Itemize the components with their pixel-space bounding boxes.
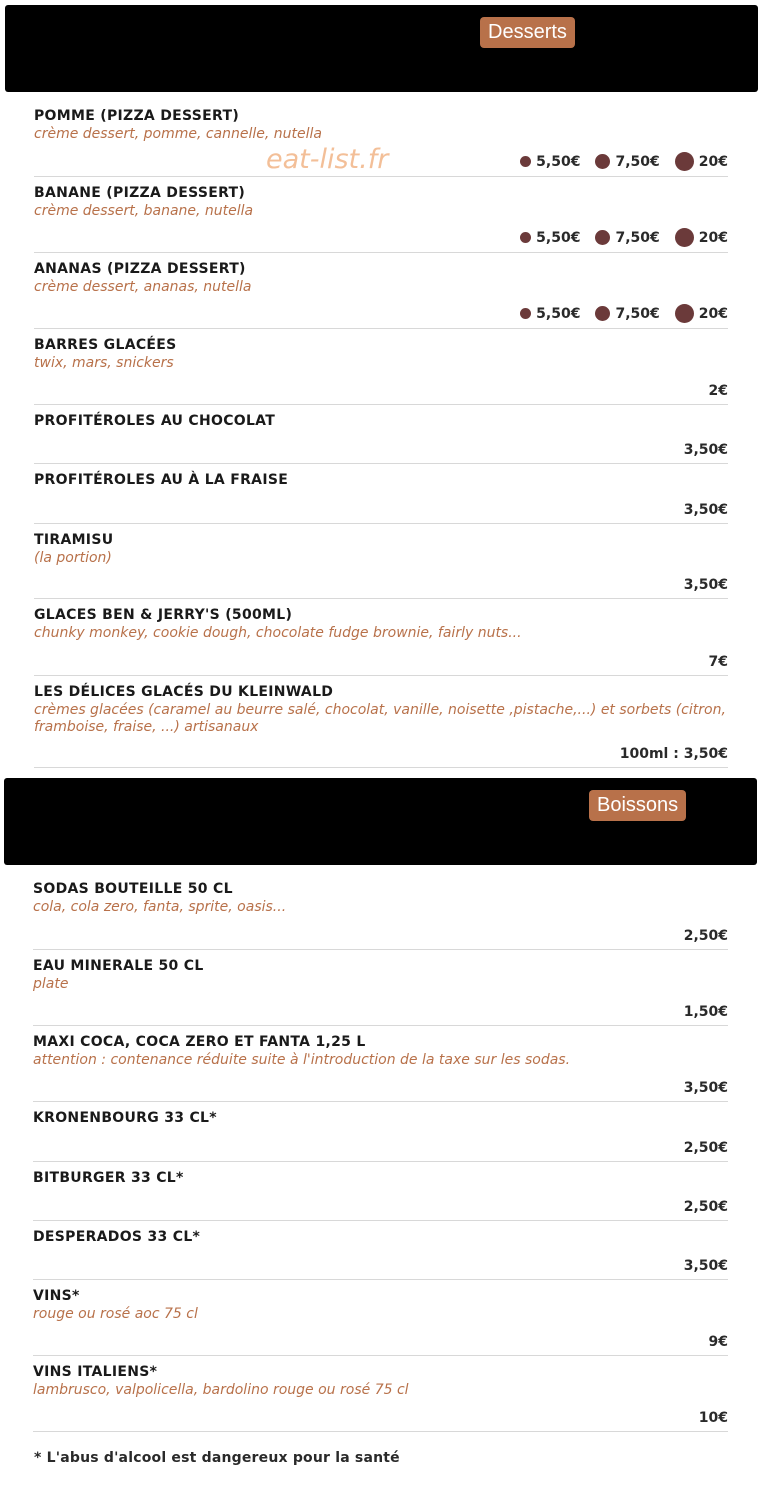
item-price: 1,50€ — [683, 1004, 728, 1020]
price-large: 20€ — [698, 153, 728, 170]
boissons-header — [4, 778, 757, 865]
item-name: DESPERADOS 33 CL* — [33, 1229, 201, 1245]
item-name: ANANAS (PIZZA DESSERT) — [34, 261, 246, 277]
item-description: crème dessert, ananas, nutella — [34, 279, 252, 295]
item-name: BITBURGER 33 CL* — [33, 1170, 184, 1186]
item-price: 7€ — [708, 654, 728, 670]
menu-item — [33, 1026, 728, 1102]
menu-item — [34, 599, 728, 676]
menu-item — [34, 177, 728, 253]
item-name: BANANE (PIZZA DESSERT) — [34, 185, 246, 201]
price-medium: 7,50€ — [615, 305, 660, 322]
price-small: 5,50€ — [536, 305, 581, 322]
medium-size-icon — [595, 154, 610, 169]
price-small: 5,50€ — [536, 153, 581, 170]
item-name: MAXI COCA, COCA ZERO ET FANTA 1,25 L — [33, 1034, 366, 1050]
large-size-icon — [675, 152, 694, 171]
price-large: 20€ — [698, 229, 728, 246]
item-price: 3,50€ — [683, 1258, 728, 1274]
price-large: 20€ — [698, 305, 728, 322]
item-name: KRONENBOURG 33 CL* — [33, 1110, 217, 1126]
item-price: 9€ — [708, 1334, 728, 1350]
item-description: crème dessert, pomme, cannelle, nutella — [34, 126, 322, 142]
item-description: crèmes glacées (caramel au beurre salé, chocolat, vanille, noisette ,pistache,...) et sorbets (citron, framboise, fraise, ...) artisanaux — [34, 702, 726, 735]
watermark-text: eat-list.fr — [266, 144, 389, 175]
item-price: 2,50€ — [683, 1140, 728, 1156]
item-price: 2€ — [708, 383, 728, 399]
item-description: attention : contenance réduite suite à l'introduction de la taxe sur les sodas. — [33, 1052, 571, 1068]
item-name: VINS ITALIENS* — [33, 1364, 158, 1380]
boissons-list — [33, 873, 728, 1432]
item-description: lambrusco, valpolicella, bardolino rouge ou rosé 75 cl — [33, 1382, 409, 1398]
boissons-title: Boissons — [589, 790, 686, 821]
item-description: crème dessert, banane, nutella — [34, 203, 254, 219]
item-price: 3,50€ — [683, 1080, 728, 1096]
menu-item — [33, 1356, 728, 1432]
item-size-prices — [505, 228, 728, 247]
menu-item — [33, 1102, 728, 1162]
item-description: (la portion) — [34, 550, 112, 566]
item-name: BARRES GLACÉES — [34, 337, 177, 353]
small-size-icon — [520, 156, 531, 167]
desserts-title: Desserts — [480, 17, 575, 48]
item-price: 3,50€ — [683, 502, 728, 518]
menu-item — [34, 253, 728, 329]
small-size-icon — [520, 308, 531, 319]
item-description: rouge ou rosé aoc 75 cl — [33, 1306, 198, 1322]
item-description: cola, cola zero, fanta, sprite, oasis... — [33, 899, 287, 915]
item-price: 3,50€ — [683, 442, 728, 458]
item-description: chunky monkey, cookie dough, chocolate fudge brownie, fairly nuts... — [34, 625, 522, 641]
item-name: SODAS BOUTEILLE 50 CL — [33, 881, 233, 897]
item-price: 3,50€ — [683, 577, 728, 593]
alcohol-warning: * L'abus d'alcool est dangereux pour la santé — [34, 1450, 400, 1466]
desserts-list — [34, 100, 728, 768]
menu-item — [34, 676, 728, 768]
medium-size-icon — [595, 306, 610, 321]
menu-item — [34, 464, 728, 524]
item-name: LES DÉLICES GLACÉS DU KLEINWALD — [34, 684, 334, 700]
item-price: 100ml : 3,50€ — [619, 746, 728, 762]
small-size-icon — [520, 232, 531, 243]
item-name: POMME (PIZZA DESSERT) — [34, 108, 240, 124]
item-description: plate — [33, 976, 69, 992]
menu-item — [33, 1221, 728, 1280]
item-price: 2,50€ — [683, 928, 728, 944]
item-name: PROFITÉROLES AU À LA FRAISE — [34, 472, 289, 488]
menu-item — [34, 405, 728, 464]
medium-size-icon — [595, 230, 610, 245]
large-size-icon — [675, 228, 694, 247]
item-name: EAU MINERALE 50 CL — [33, 958, 204, 974]
menu-item — [33, 950, 728, 1026]
menu-item — [33, 1162, 728, 1221]
item-price: 10€ — [698, 1410, 728, 1426]
item-name: GLACES BEN & JERRY'S (500ML) — [34, 607, 293, 623]
menu-item — [34, 524, 728, 599]
desserts-header — [5, 5, 758, 92]
menu-item — [33, 1280, 728, 1356]
item-name: TIRAMISU — [34, 532, 114, 548]
item-name: VINS* — [33, 1288, 80, 1304]
price-medium: 7,50€ — [615, 229, 660, 246]
item-description: twix, mars, snickers — [34, 355, 174, 371]
price-medium: 7,50€ — [615, 153, 660, 170]
item-size-prices — [505, 152, 728, 171]
item-name: PROFITÉROLES AU CHOCOLAT — [34, 413, 276, 429]
price-small: 5,50€ — [536, 229, 581, 246]
large-size-icon — [675, 304, 694, 323]
menu-item — [33, 873, 728, 950]
item-size-prices — [505, 304, 728, 323]
menu-item — [34, 329, 728, 405]
item-price: 2,50€ — [683, 1199, 728, 1215]
